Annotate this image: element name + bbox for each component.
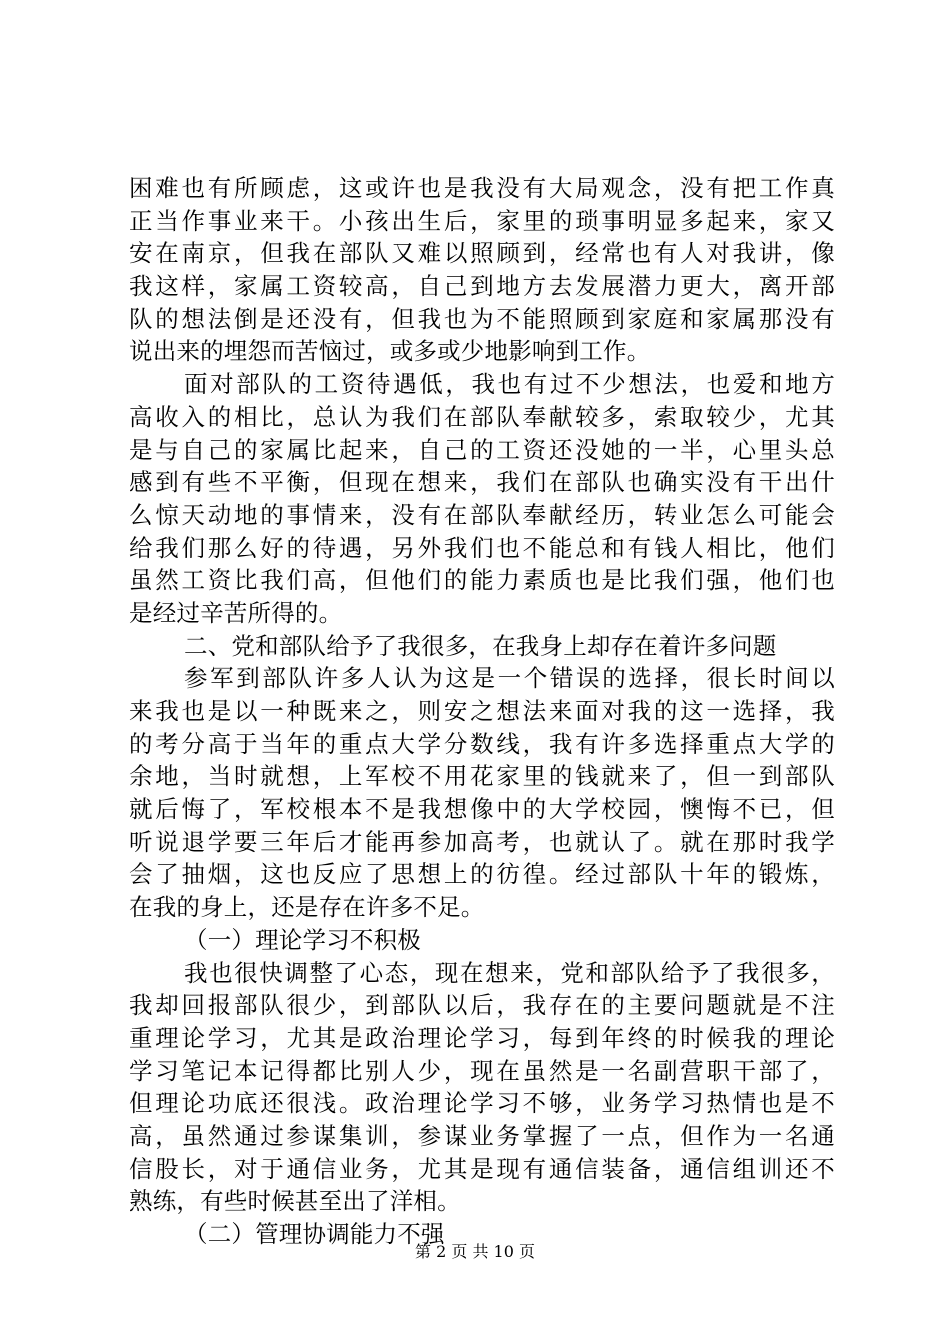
text-line: 信股长，对于通信业务，尤其是现有通信装备，通信组训还不 [129,1154,835,1183]
text-line: 虽然工资比我们高，但他们的能力素质也是比我们强，他们也 [129,566,835,595]
body-text [129,172,835,1251]
text-line: 么惊天动地的事情来，没有在部队奉献经历，转业怎么可能会 [129,500,835,529]
text-line: 余地，当时就想，上军校不用花家里的钱就来了，但一到部队 [129,762,835,791]
text-line: 高，虽然通过参谋集训，参谋业务掌握了一点，但作为一名通 [129,1121,835,1150]
text-line: （二）管理协调能力不强 [184,1220,445,1248]
text-line: 是经过辛苦所得的。 [129,598,343,627]
text-line: 我却回报部队很少，到部队以后，我存在的主要问题就是不注 [129,991,835,1020]
text-line: 学习笔记本记得都比别人少，现在虽然是一名副营职干部了， [129,1056,835,1085]
text-line: 感到有些不平衡，但现在想来，我们在部队也确实没有干出什 [129,468,835,497]
text-line: 熟练，有些时候甚至出了洋相。 [129,1187,461,1216]
text-line: 听说退学要三年后才能再参加高考，也就认了。就在那时我学 [129,827,835,856]
text-line: 我这样，家属工资较高，自己到地方去发展潜力更大，离开部 [129,272,835,301]
text-line: 会了抽烟，这也反应了思想上的彷徨。经过部队十年的锻炼， [129,860,835,889]
text-line: 给我们那么好的待遇，另外我们也不能总和有钱人相比，他们 [129,533,835,562]
text-line: 队的想法倒是还没有，但我也为不能照顾到家庭和家属那没有 [129,304,835,333]
page-footer: 第 2 页 共 10 页 [415,1242,535,1261]
text-line: 但理论功底还很浅。政治理论学习不够，业务学习热情也是不 [129,1089,835,1118]
text-line: 的考分高于当年的重点大学分数线，我有许多选择重点大学的 [129,729,835,758]
text-line: 来我也是以一种既来之，则安之想法来面对我的这一选择，我 [129,697,835,725]
text-line: 我也很快调整了心态，现在想来，党和部队给予了我很多， [184,958,835,987]
text-line: 困难也有所顾虑，这或许也是我没有大局观念，没有把工作真 [129,174,835,202]
text-line: 说出来的埋怨而苦恼过，或多或少地影响到工作。 [129,337,651,366]
text-line: 二、党和部队给予了我很多，在我身上却存在着许多问题 [184,631,777,660]
text-line: 高收入的相比，总认为我们在部队奉献较多，索取较少，尤其 [129,402,835,431]
text-line: 参军到部队许多人认为这是一个错误的选择，很长时间以 [184,664,835,693]
text-line: 面对部队的工资待遇低，我也有过不少想法，也爱和地方 [184,370,835,399]
text-line: 安在南京，但我在部队又难以照顾到，经常也有人对我讲，像 [129,239,835,268]
text-line: 重理论学习，尤其是政治理论学习，每到年终的时候我的理论 [129,1023,835,1052]
text-line: 在我的身上，还是存在许多不足。 [129,893,485,922]
text-line: （一）理论学习不积极 [184,925,421,954]
text-line: 是与自己的家属比起来，自己的工资还没她的一半，心里头总 [129,435,835,464]
text-line: 正当作事业来干。小孩出生后，家里的琐事明显多起来，家又 [129,206,835,235]
text-line: 就后悔了，军校根本不是我想像中的大学校园，懊悔不已，但 [129,795,835,824]
